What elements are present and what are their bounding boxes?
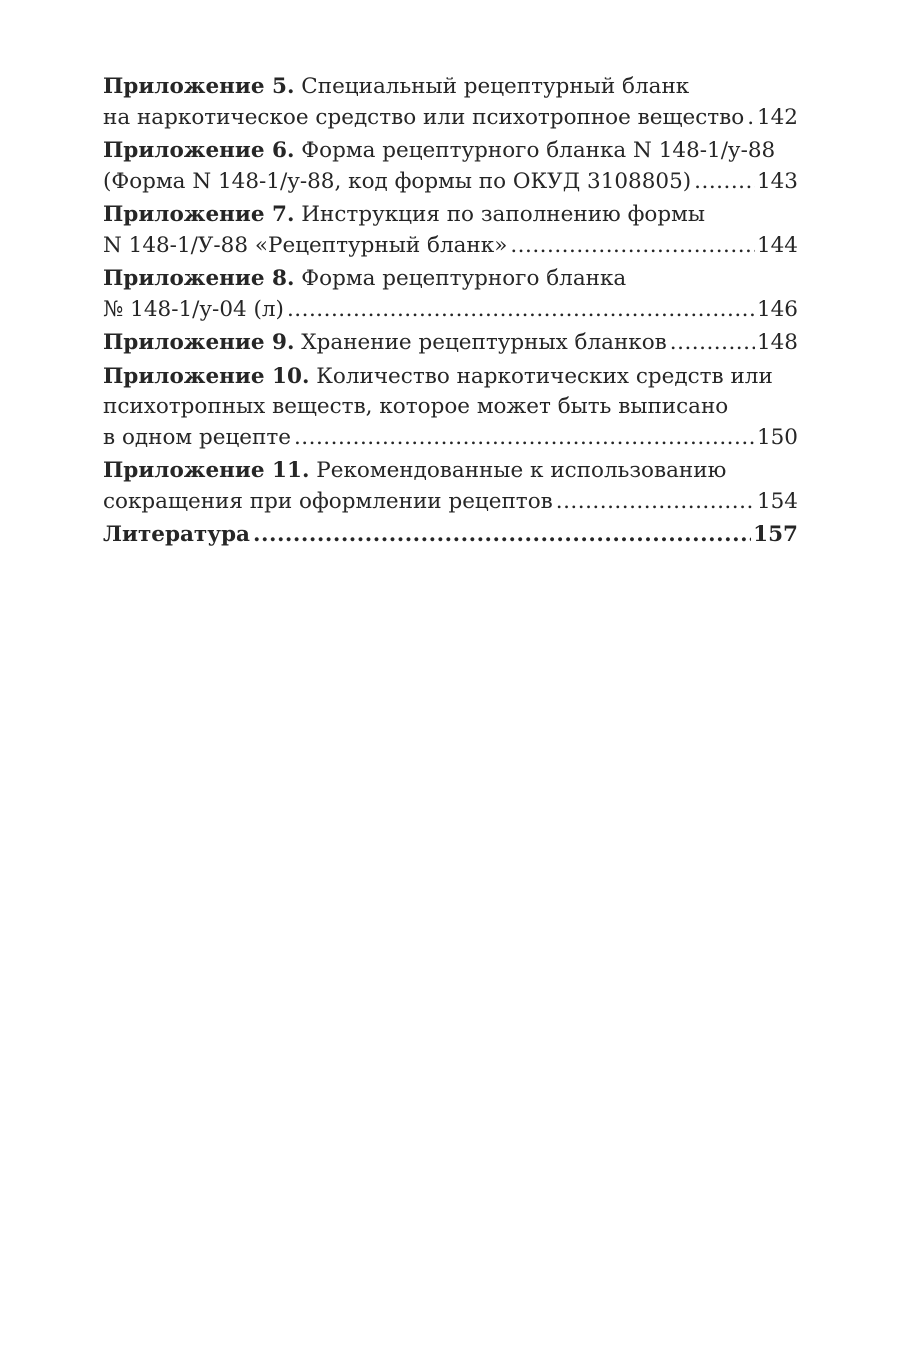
toc-page-number: 150 [756,424,798,450]
toc-entry-title-continuation: в одном рецепте [103,424,291,450]
toc-entry-appendix-7[interactable] [103,200,798,261]
toc-entry-last-line [103,423,798,454]
dot-leader [510,231,755,262]
dot-leader [294,423,755,454]
toc-entry-title: Форма рецептурного бланка N 148-1/у-88 [294,138,776,163]
toc-entry-title: Форма рецептурного бланка [294,266,627,291]
toc-entry-last-line [103,328,798,359]
toc-entry-title: Хранение рецептурных бланков [294,330,667,355]
toc-entry-appendix-6[interactable] [103,136,798,197]
toc-entry-title-continuation: сокращения при оформлении рецептов [103,488,553,514]
toc-page-number: 146 [756,296,798,322]
toc-entry-title: Инструкция по заполнению формы [294,202,705,227]
toc-entry-label: Приложение 6. [103,138,295,163]
toc-entry-title-continuation: № 148-1/у-04 (л) [103,296,284,322]
toc-entry-last-line [103,167,798,198]
toc-entry-label: Литература [103,522,250,547]
table-of-contents [103,72,798,554]
toc-entry-title: Количество наркотических средств или [309,363,773,389]
dot-leader [670,328,755,359]
toc-entry-title-continuation: (Форма N 148-1/у-88, код формы по ОКУД 3108805) [103,168,692,194]
toc-entry-title: Специальный рецептурный бланк [294,74,690,99]
toc-entry-last-line [103,487,798,518]
dot-leader [556,487,755,518]
toc-entry-label: Приложение 11. [103,458,310,483]
toc-entry-title-continuation: N 148-1/У-88 «Рецептурный бланк» [103,232,508,258]
toc-entry-title-continuation: психотропных веществ, которое может быть выписано [103,394,729,419]
dot-leader [747,103,755,134]
toc-page-number: 148 [756,330,798,355]
toc-entry-title-continuation: на наркотическое средство или психотропное вещество [103,104,745,130]
toc-entry-label: Приложение 8. [103,266,295,291]
toc-entry-appendix-10[interactable] [103,362,798,454]
toc-page-number: 144 [756,232,798,258]
toc-entry-title-line [103,200,798,231]
toc-page-number: 142 [756,104,798,130]
toc-entry-title: Рекомендованные к использованию [309,458,727,483]
toc-entry-appendix-11[interactable] [103,456,798,517]
toc-page-number: 143 [756,168,798,194]
toc-entry-literature[interactable] [103,520,798,551]
toc-entry-last-line [103,295,798,326]
toc-entry-label: Приложение 5. [103,74,295,99]
toc-entry-title-line [103,362,798,393]
toc-entry-appendix-5[interactable] [103,72,798,133]
toc-entry-appendix-9[interactable] [103,328,798,359]
toc-entry-title-line [103,72,798,103]
toc-entry-last-line [103,520,798,551]
toc-entry-label: Приложение 9. [103,330,295,355]
toc-entry-last-line [103,231,798,262]
toc-entry-appendix-8[interactable] [103,264,798,325]
toc-entry-title-line [103,136,798,167]
toc-entry-label: Приложение 7. [103,202,295,227]
toc-page-number: 157 [753,522,798,547]
toc-entry-title-line [103,264,798,295]
toc-entry-last-line [103,103,798,134]
dot-leader [287,295,755,326]
dot-leader [253,520,751,551]
toc-entry-title-line [103,328,667,359]
toc-entry-label: Приложение 10. [103,363,310,389]
toc-entry-title-line [103,456,798,487]
toc-page-number: 154 [756,488,798,514]
dot-leader [694,167,755,198]
